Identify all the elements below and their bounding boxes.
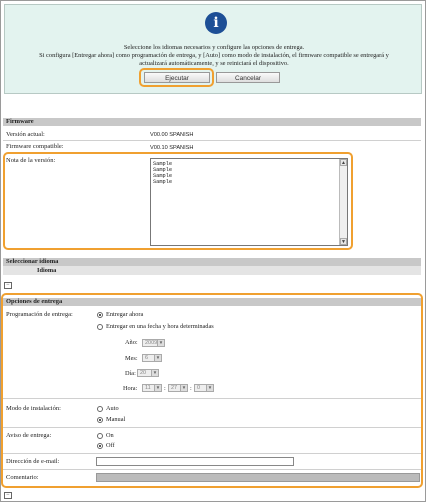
deliver-date-radio[interactable]	[97, 324, 103, 330]
current-version-label: Versión actual:	[6, 131, 45, 138]
divider	[3, 140, 421, 141]
time-separator: :	[164, 385, 166, 392]
notes-scrollbar[interactable]	[339, 159, 347, 245]
message-line-2: Si configura [Entregar ahora] como programación de entrega, y [Auto] como modo de instalación, el firmware compatible se entregará y	[39, 52, 389, 59]
year-value: 2009	[145, 340, 158, 346]
year-select[interactable]	[142, 339, 165, 347]
time-separator: :	[190, 385, 192, 392]
collapse-language-icon[interactable]: −	[4, 282, 12, 289]
release-notes-textarea[interactable]	[150, 158, 348, 246]
deliver-date-label: Entregar en una fecha y hora determinadas	[106, 323, 214, 330]
chevron-down-icon: ▼	[155, 355, 161, 360]
language-header: Seleccionar idioma	[3, 258, 421, 266]
info-icon: i	[205, 12, 227, 34]
comment-label: Comentario:	[6, 474, 39, 481]
chevron-down-icon: ▼	[181, 385, 187, 390]
message-line-1: Seleccione los idiomas necesarios y configure las opciones de entrega.	[123, 44, 305, 51]
divider	[3, 453, 421, 454]
minute-value: 27	[171, 385, 178, 391]
month-select[interactable]	[142, 354, 162, 362]
schedule-label: Programación de entrega:	[6, 311, 73, 318]
month-label: Mes:	[125, 355, 138, 362]
install-manual-radio[interactable]	[97, 417, 103, 423]
chevron-down-icon: ▼	[152, 370, 158, 375]
message-line-3: actualizará automáticamente, y se reiniciará el dispositivo.	[139, 60, 289, 67]
deliver-now-radio[interactable]	[97, 312, 103, 318]
chevron-down-icon: ▼	[158, 340, 164, 345]
current-version-value: V00.00 SPANISH	[150, 132, 194, 138]
notes-line: Sample	[153, 179, 173, 185]
hour-label: Hora:	[123, 385, 138, 392]
collapse-delivery-icon[interactable]: −	[4, 492, 12, 499]
minute-select[interactable]	[168, 384, 188, 392]
divider	[3, 427, 421, 428]
scroll-down-icon[interactable]: ▼	[341, 240, 346, 245]
language-table-header	[3, 266, 421, 275]
notice-off-label: Off	[106, 442, 115, 449]
notes-line: Sample	[153, 161, 173, 167]
day-label: Día:	[125, 370, 136, 377]
release-notes-label: Nota de la versión:	[6, 157, 56, 164]
execute-button[interactable]: Ejecutar	[144, 72, 210, 83]
notice-on-label: On	[106, 432, 114, 439]
notes-line: Sample	[153, 167, 173, 173]
delivery-header: Opciones de entrega	[3, 298, 421, 306]
email-input[interactable]	[96, 457, 294, 466]
firmware-header: Firmware	[3, 118, 421, 126]
second-value: 0	[197, 385, 201, 391]
scroll-up-icon[interactable]: ▲	[341, 161, 346, 166]
install-auto-label: Auto	[106, 405, 119, 412]
year-label: Año:	[125, 339, 138, 346]
day-value: 20	[140, 370, 147, 376]
delivery-notice-label: Aviso de entrega:	[6, 432, 52, 439]
email-label: Dirección de e-mail:	[6, 458, 60, 465]
notice-on-radio[interactable]	[97, 433, 103, 439]
second-select[interactable]	[194, 384, 214, 392]
install-auto-radio[interactable]	[97, 406, 103, 412]
notice-off-radio[interactable]	[97, 443, 103, 449]
notes-line: Sample	[153, 173, 173, 179]
comment-input[interactable]	[96, 473, 420, 482]
hour-value: 11	[145, 385, 151, 391]
deliver-now-label: Entregar ahora	[106, 311, 144, 318]
hour-select[interactable]	[142, 384, 162, 392]
divider	[3, 398, 421, 399]
month-value: 6	[145, 355, 149, 361]
install-manual-label: Manual	[106, 416, 126, 423]
chevron-down-icon: ▼	[155, 385, 161, 390]
compatible-firmware-value: V00.10 SPANISH	[150, 145, 194, 151]
day-select[interactable]	[137, 369, 159, 377]
chevron-down-icon: ▼	[207, 385, 213, 390]
install-mode-label: Modo de instalación:	[6, 405, 61, 412]
language-column: Idioma	[37, 267, 57, 274]
divider	[3, 469, 421, 470]
compatible-firmware-label: Firmware compatible:	[6, 143, 64, 150]
cancel-button[interactable]: Cancelar	[216, 72, 280, 83]
